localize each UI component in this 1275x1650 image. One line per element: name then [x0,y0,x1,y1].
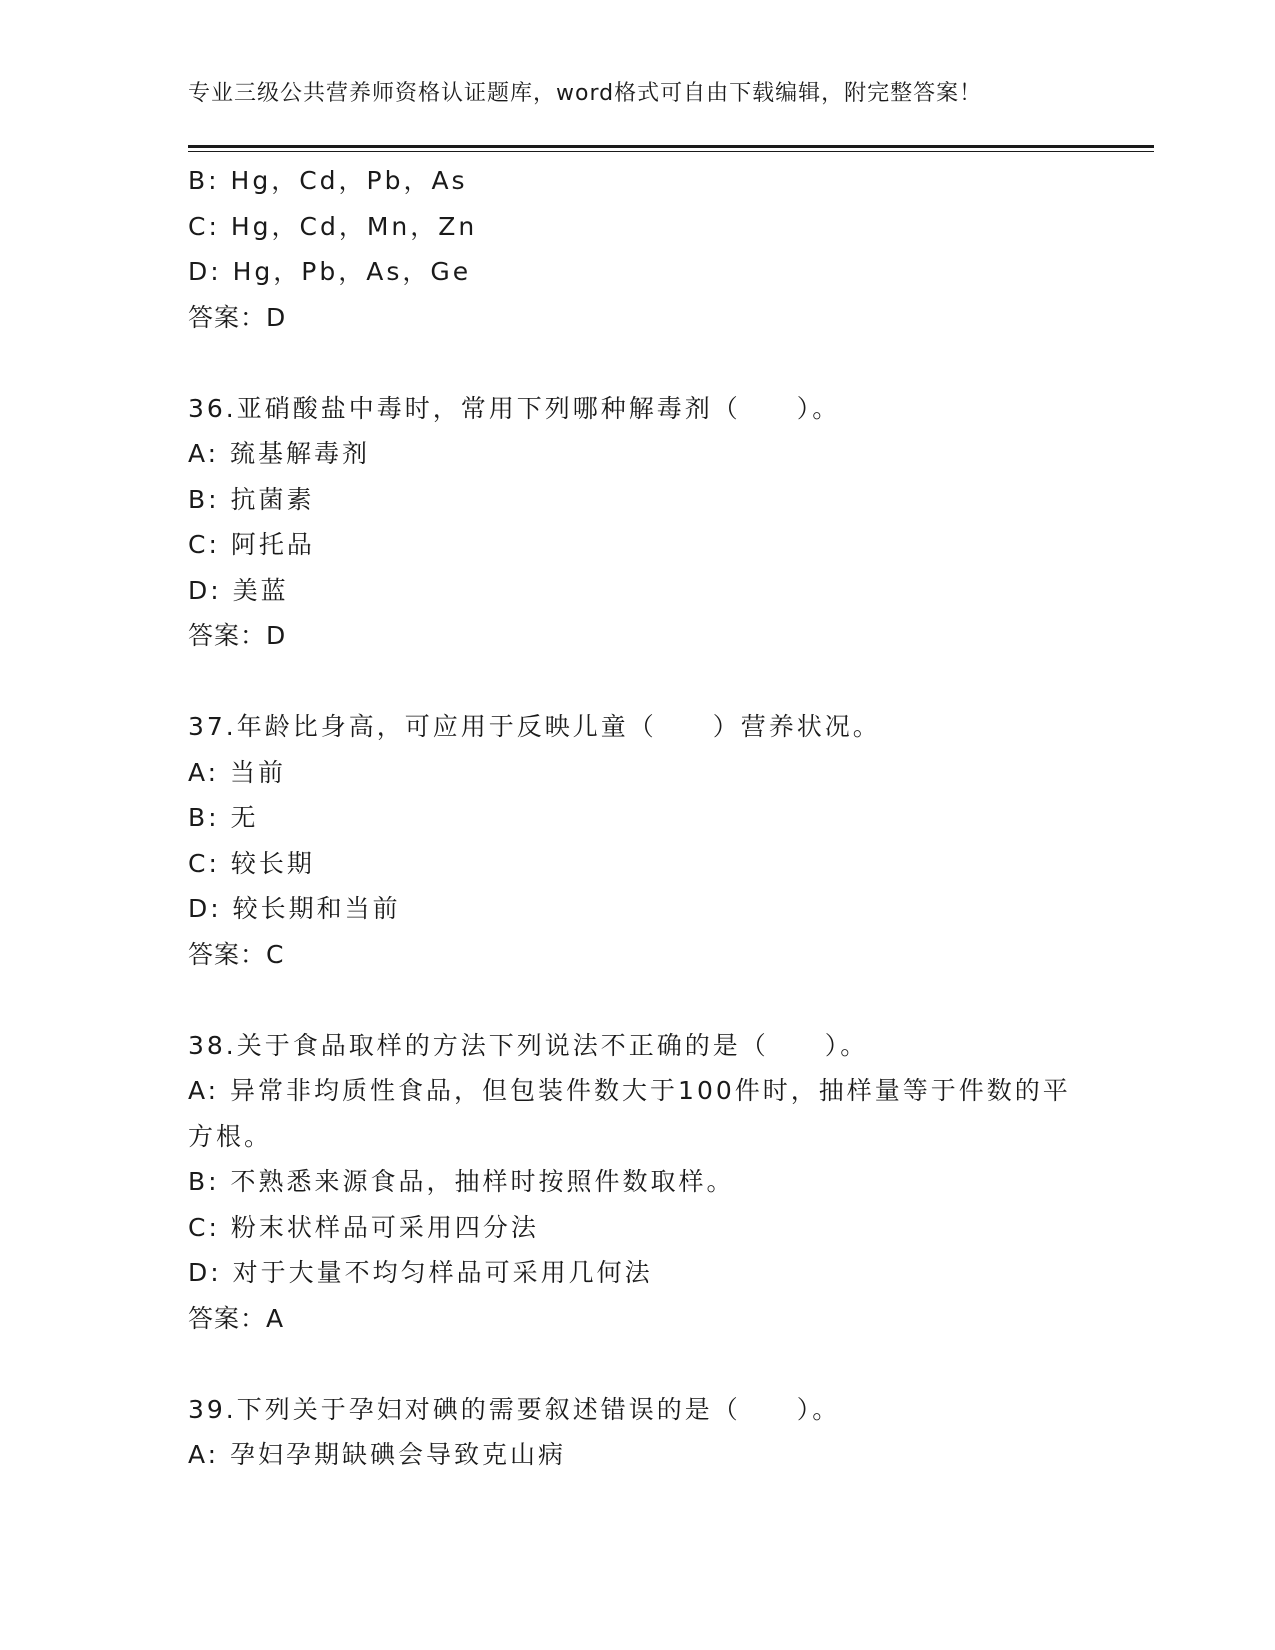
option-c: C: 阿托品 [188,530,315,559]
option-a: A: 当前 [188,757,287,787]
answer: 答案：D [188,621,287,650]
page-header: 专业三级公共营养师资格认证题库，word格式可自由下载编辑，附完整答案！ [188,81,983,106]
option-a: A: 巯基解毒剂 [188,439,371,468]
question-block-38 [188,1023,1088,1342]
option-c: C: 较长期 [188,848,315,878]
option-c: C: 粉末状样品可采用四分法 [188,1212,539,1242]
question-text: 39.下列关于孕妇对碘的需要叙述错误的是（ ）。 [188,1394,841,1424]
question-block-39 [188,1387,1088,1478]
option-d: D: 美蓝 [188,575,289,605]
question-text: 36.亚硝酸盐中毒时，常用下列哪种解毒剂（ ）。 [188,393,841,423]
question-text: 37.年龄比身高，可应用于反映儿童（ ）营养状况。 [188,712,881,741]
question-block-36 [188,386,1088,659]
question-text: 38.关于食品取样的方法下列说法不正确的是（ ）。 [188,1030,869,1060]
option-a: A: 孕妇孕期缺碘会导致克山病 [188,1440,567,1469]
option-d: D: 对于大量不均匀样品可采用几何法 [188,1258,653,1287]
option-d: D: Hg，Pb，As，Ge [188,257,472,286]
answer: 答案：D [188,302,287,332]
question-block-35 [188,158,1088,340]
question-block-37 [188,704,1088,977]
option-b: B: 无 [188,803,259,832]
answer: 答案：C [188,939,285,969]
option-b: B: 抗菌素 [188,484,315,514]
header-rule-thick [188,145,1154,148]
question-list [188,158,1088,1478]
option-a: A: 异常非均质性食品，但包装件数大于100件时，抽样量等于件数的平方根。 [188,1076,1071,1151]
option-b: B: Hg，Cd，Pb，As [188,166,468,195]
option-b: B: 不熟悉来源食品，抽样时按照件数取样。 [188,1167,735,1196]
option-c: C: Hg，Cd，Mn，Zn [188,211,478,241]
answer: 答案：A [188,1303,285,1333]
option-d: D: 较长期和当前 [188,894,401,923]
header-rule-thin [188,151,1154,152]
